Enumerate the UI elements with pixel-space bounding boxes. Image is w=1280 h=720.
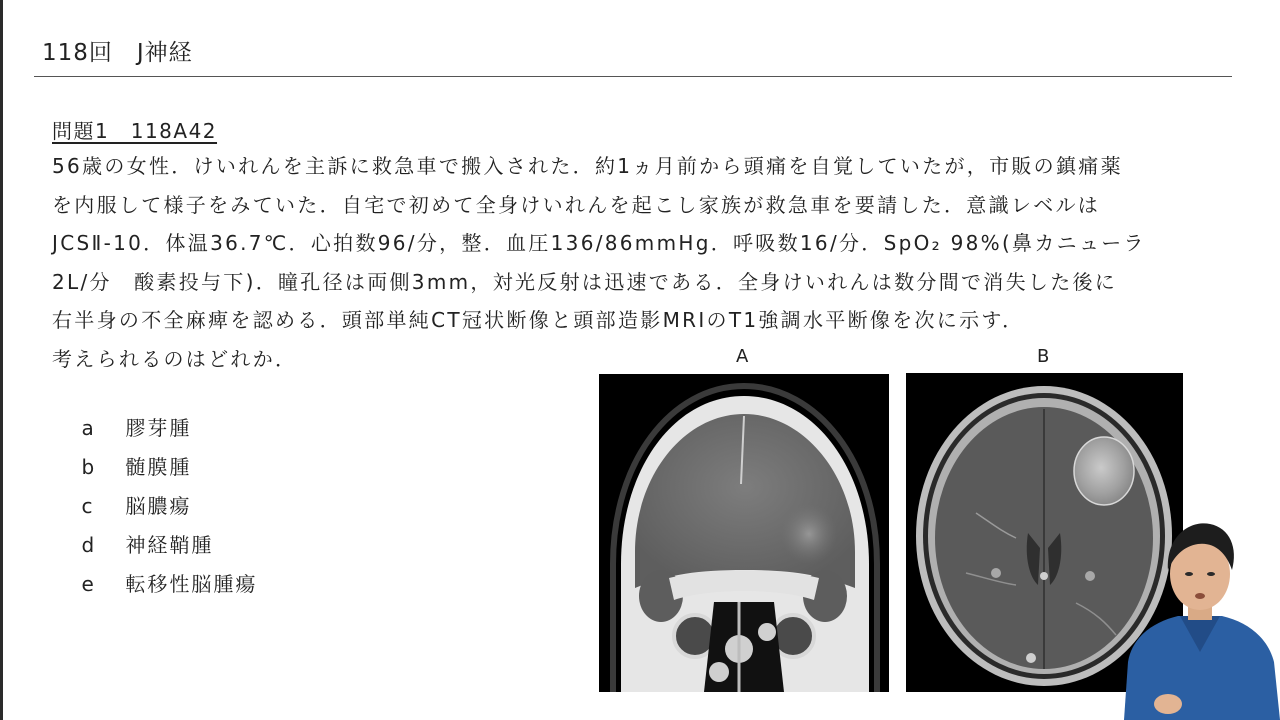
answer-choices	[56, 383, 258, 596]
figure-b-label: B	[1037, 346, 1050, 367]
choice-a	[56, 383, 257, 440]
figure-a-label: A	[736, 346, 749, 367]
choice-letter: a	[81, 416, 94, 440]
page-title: 118回 J神経	[42, 40, 193, 66]
ct-coronal-image	[599, 374, 889, 692]
choice-letter: b	[81, 455, 95, 479]
choice-text: 髄膜腫	[125, 455, 192, 479]
question-label: 問題1 118A42	[52, 119, 218, 143]
presenter-video	[1118, 512, 1280, 720]
choice-letter: c	[81, 494, 93, 518]
question-stem	[52, 150, 1232, 381]
choice-letter: e	[81, 572, 94, 596]
choice-text: 膠芽腫	[125, 416, 192, 440]
stem-line: 56歳の女性．けいれんを主訴に救急車で搬入された．約1ヵ月前から頭痛を自覚していたが，市販の鎮痛薬	[52, 154, 1123, 178]
stem-line: を内服して様子をみていた．自宅で初めて全身けいれんを起こし家族が救急車を要請した．意識レベルは	[52, 192, 1101, 217]
stem-line: 考えられるのはどれか．	[52, 346, 298, 371]
stem-line: JCSⅡ-10．体温36.7℃．心拍数96/分，整．血圧136/86mmHg．呼吸数16/分．SpO₂ 98%(鼻カニューラ	[52, 231, 1146, 255]
header-divider	[34, 76, 1232, 77]
choice-text: 転移性脳腫瘍	[125, 572, 258, 596]
stem-line: 2L/分 酸素投与下)．瞳孔径は両側3mm，対光反射は迅速である．全身けいれんは数分間で消失した後に	[52, 269, 1118, 294]
left-edge-border	[0, 0, 3, 720]
choice-text: 脳膿瘍	[125, 494, 192, 518]
choice-letter: d	[81, 533, 95, 557]
stem-line: 右半身の不全麻痺を認める．頭部単純CT冠状断像と頭部造影MRIのT1強調水平断像を次に示す．	[52, 308, 1025, 332]
choice-text: 神経鞘腫	[125, 533, 214, 557]
